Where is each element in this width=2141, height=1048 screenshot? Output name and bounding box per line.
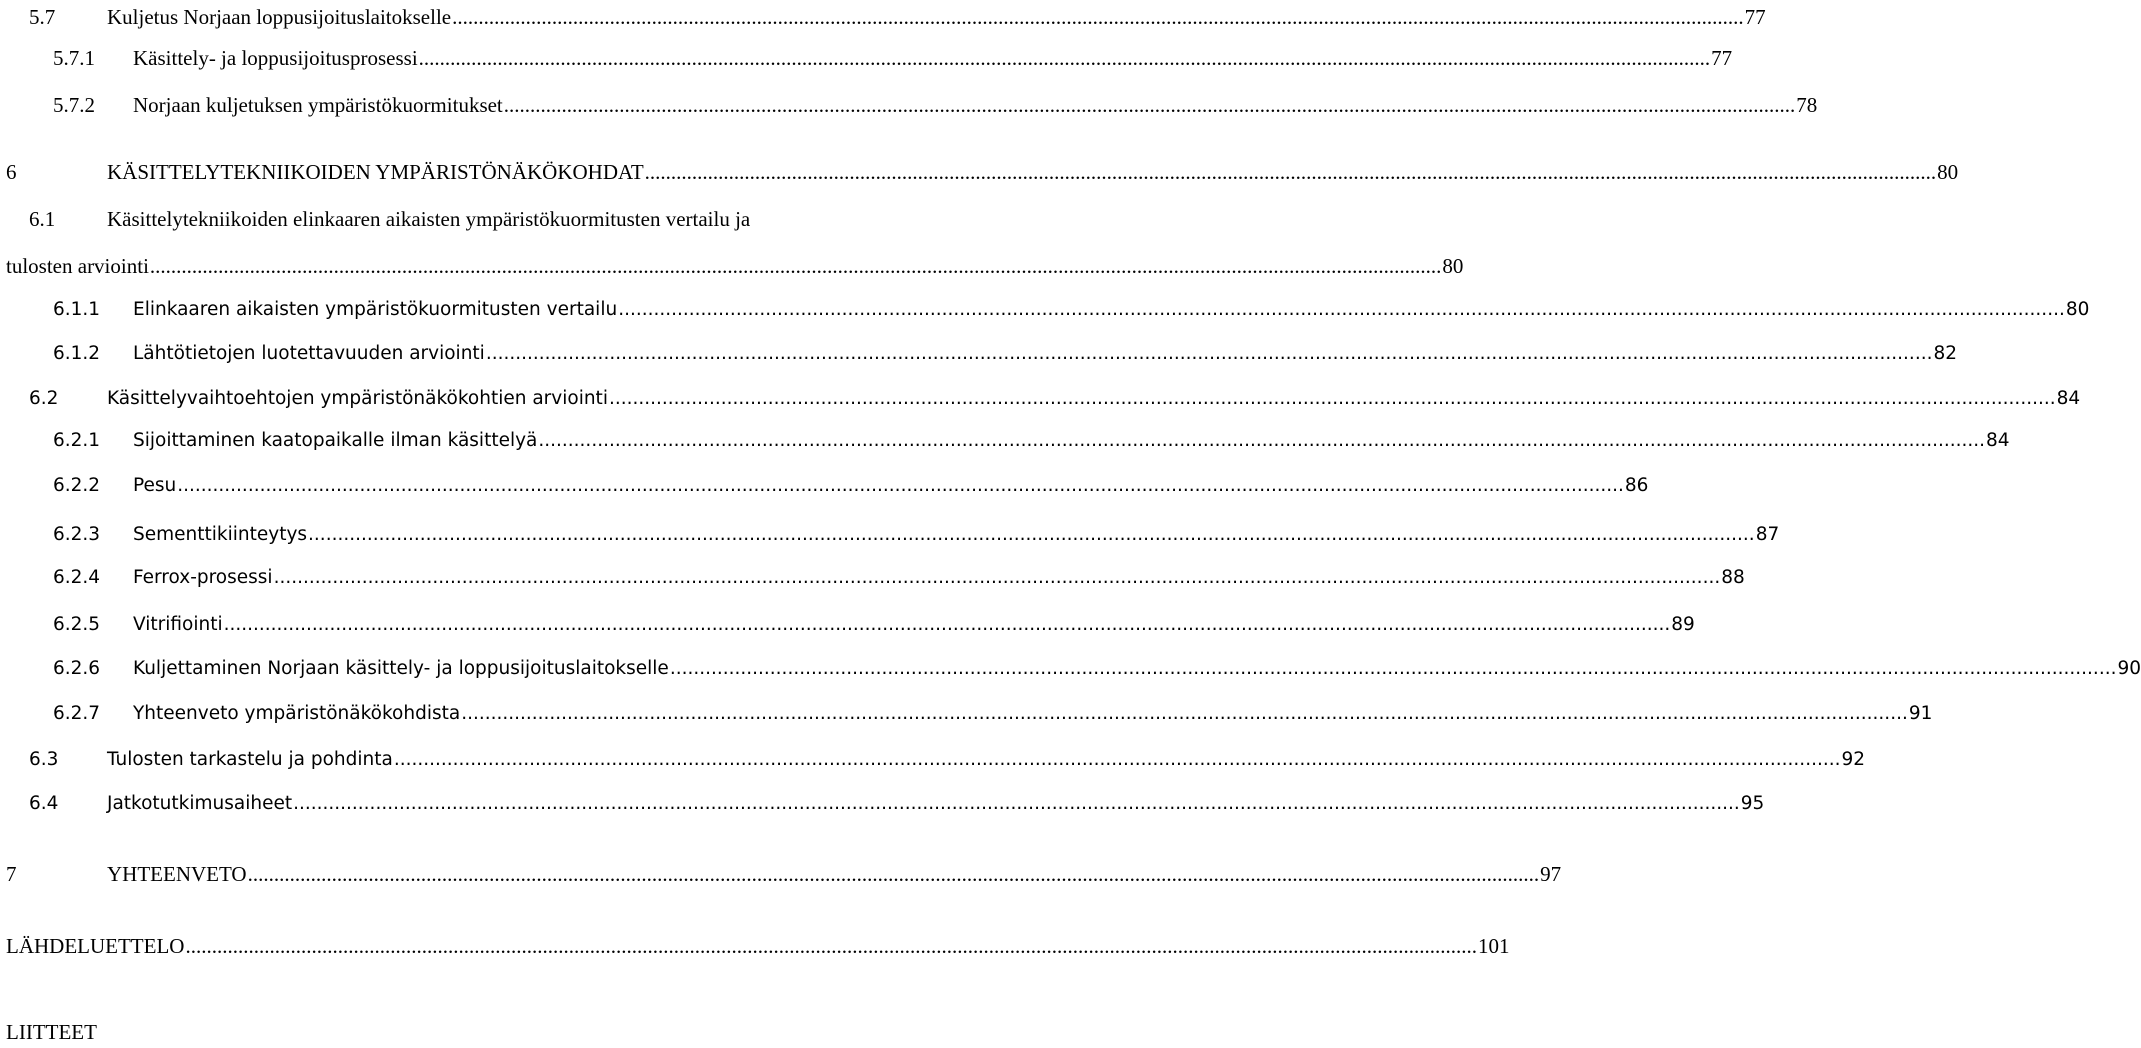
toc-entry[interactable] (0, 563, 1745, 593)
dot-leader: ...................................................................................................................................................................................................................................................... (177, 475, 1624, 496)
toc-entry[interactable] (0, 157, 1959, 187)
toc-entry-title: Norjaan kuljetuksen ympäristökuormitukset (133, 93, 503, 117)
toc-entry-title: Kuljettaminen Norjaan käsittely- ja loppusijoituslaitokselle (133, 658, 669, 679)
toc-entry[interactable] (0, 654, 2141, 684)
toc-entry-page: 92 (1841, 749, 1866, 770)
dot-leader: ...................................................................................................................................................................................................................................................... (418, 46, 1711, 70)
toc-entry[interactable] (0, 295, 2090, 325)
toc-entry-title: LIITTEET (6, 1020, 97, 1044)
dot-leader: ...................................................................................................................................................................................................................................................... (644, 160, 1937, 184)
toc-entry-number: 6.4 (29, 793, 59, 814)
dot-leader: ...................................................................................................................................................................................................................................................... (503, 93, 1796, 117)
dot-leader: ...................................................................................................................................................................................................................................................... (223, 614, 1671, 635)
toc-entry-continuation[interactable] (0, 251, 1464, 281)
toc-entry-page: 88 (1721, 567, 1745, 588)
toc-entry[interactable] (0, 610, 1695, 640)
toc-entry-title: Käsittelyvaihtoehtojen ympäristönäkökohtien arviointi (107, 388, 608, 409)
toc-entry-number: 6.2.2 (53, 475, 101, 496)
toc-entry-number: 5.7 (29, 5, 56, 29)
toc-entry[interactable] (0, 90, 1818, 120)
dot-leader: ...................................................................................................................................................................................................................................................... (293, 793, 1740, 814)
toc-entry-title: Pesu (133, 475, 177, 496)
toc-entry-title: Käsittely- ja loppusijoitusprosessi (133, 46, 418, 70)
toc-entry-number: 6.1.1 (53, 299, 101, 320)
toc-entry-title: Vitrifiointi (133, 614, 223, 635)
toc-entry-page: 80 (1442, 254, 1464, 278)
dot-leader: ...................................................................................................................................................................................................................................................... (247, 862, 1540, 886)
toc-entry[interactable] (0, 745, 1866, 775)
toc-entry-number: 6.2.4 (53, 567, 101, 588)
toc-entry[interactable] (0, 426, 2010, 456)
dot-leader: ...................................................................................................................................................................................................................................................... (608, 388, 2056, 409)
toc-entry-title: Käsittelytekniikoiden elinkaaren aikaisten ympäristökuormitusten vertailu ja (107, 207, 751, 231)
dot-leader: ...................................................................................................................................................................................................................................................... (618, 299, 2065, 320)
dot-leader: ...................................................................................................................................................................................................................................................... (485, 343, 1933, 364)
toc-entry-number: 6.2.3 (53, 524, 101, 545)
toc-entry-number: 6.2.1 (53, 430, 101, 451)
toc-entry-page: 86 (1624, 475, 1649, 496)
toc-entry[interactable] (0, 931, 1510, 961)
toc-entry-title: Tulosten tarkastelu ja pohdinta (107, 749, 393, 770)
toc-entry[interactable] (0, 789, 1765, 819)
toc-entry-number: 5.7.1 (53, 46, 95, 70)
toc-entry-title: Jatkotutkimusaiheet (107, 793, 293, 814)
toc-entry-page: 77 (1711, 46, 1733, 70)
toc-entry-number: 6.1 (29, 207, 56, 231)
toc-entry-page: 95 (1740, 793, 1765, 814)
toc-entry-page: 101 (1477, 934, 1510, 958)
dot-leader: ...................................................................................................................................................................................................................................................... (538, 430, 1986, 451)
toc-entry[interactable] (0, 339, 1958, 369)
toc-entry-title: Sijoittaminen kaatopaikalle ilman käsittelyä (133, 430, 538, 451)
dot-leader: ...................................................................................................................................................................................................................................................... (185, 934, 1477, 958)
toc-entry-number: 6.2.6 (53, 658, 101, 679)
toc-entry-page: 91 (1908, 703, 1933, 724)
dot-leader: ...................................................................................................................................................................................................................................................... (393, 749, 1841, 770)
toc-entry[interactable] (0, 384, 2081, 414)
toc-entry-number: 6.3 (29, 749, 59, 770)
toc-entry[interactable] (0, 520, 1780, 550)
toc-entry-title: Ferrox-prosessi (133, 567, 273, 588)
toc-entry-title: YHTEENVETO (107, 862, 247, 886)
toc-entry-title: LÄHDELUETTELO (6, 934, 185, 958)
dot-leader: ...................................................................................................................................................................................................................................................... (452, 5, 1744, 29)
toc-entry-title: Kuljetus Norjaan loppusijoituslaitokselle (107, 5, 452, 29)
toc-entry-number: 6.2.7 (53, 703, 101, 724)
toc-entry-page: 78 (1796, 93, 1818, 117)
toc-entry[interactable] (0, 204, 960, 234)
toc-entry-number: 5.7.2 (53, 93, 95, 117)
dot-leader: ...................................................................................................................................................................................................................................................... (461, 703, 1908, 724)
toc-entry-title: Elinkaaren aikaisten ympäristökuormitusten vertailu (133, 299, 618, 320)
toc-entry-title: Lähtötietojen luotettavuuden arviointi (133, 343, 485, 364)
toc-entry[interactable] (0, 699, 1933, 729)
toc-entry-title-continued: tulosten arviointi (6, 254, 149, 278)
toc-entry-page: 82 (1933, 343, 1958, 364)
dot-leader: ...................................................................................................................................................................................................................................................... (308, 524, 1755, 545)
dot-leader: ...................................................................................................................................................................................................................................................... (669, 658, 2117, 679)
dot-leader: ...................................................................................................................................................................................................................................................... (149, 254, 1442, 278)
toc-entry-page: 77 (1744, 5, 1766, 29)
toc-entry-title: KÄSITTELYTEKNIIKOIDEN YMPÄRISTÖNÄKÖKOHDAT (107, 160, 644, 184)
toc-entry-page: 84 (2056, 388, 2081, 409)
toc-entry[interactable] (0, 43, 1733, 73)
toc-entry-page: 89 (1671, 614, 1695, 635)
toc-entry-title: Yhteenveto ympäristönäkökohdista (133, 703, 461, 724)
toc-entry[interactable] (0, 471, 1649, 501)
toc-entry-page: 90 (2117, 658, 2141, 679)
toc-entry-number: 6.2.5 (53, 614, 101, 635)
toc-entry[interactable] (0, 859, 1562, 889)
toc-entry-title: Sementtikiinteytys (133, 524, 308, 545)
toc-entry-page: 80 (1937, 160, 1959, 184)
toc-entry-page: 87 (1755, 524, 1780, 545)
toc-entry-page: 84 (1986, 430, 2010, 451)
dot-leader: ...................................................................................................................................................................................................................................................... (273, 567, 1721, 588)
toc-entry[interactable] (0, 1017, 960, 1047)
toc-entry[interactable] (0, 2, 1766, 32)
toc-entry-page: 97 (1540, 862, 1562, 886)
toc-entry-page: 80 (2065, 299, 2090, 320)
toc-entry-number: 6.2 (29, 388, 59, 409)
toc-entry-number: 7 (6, 862, 17, 886)
toc-entry-number: 6 (6, 160, 17, 184)
toc-entry-number: 6.1.2 (53, 343, 101, 364)
